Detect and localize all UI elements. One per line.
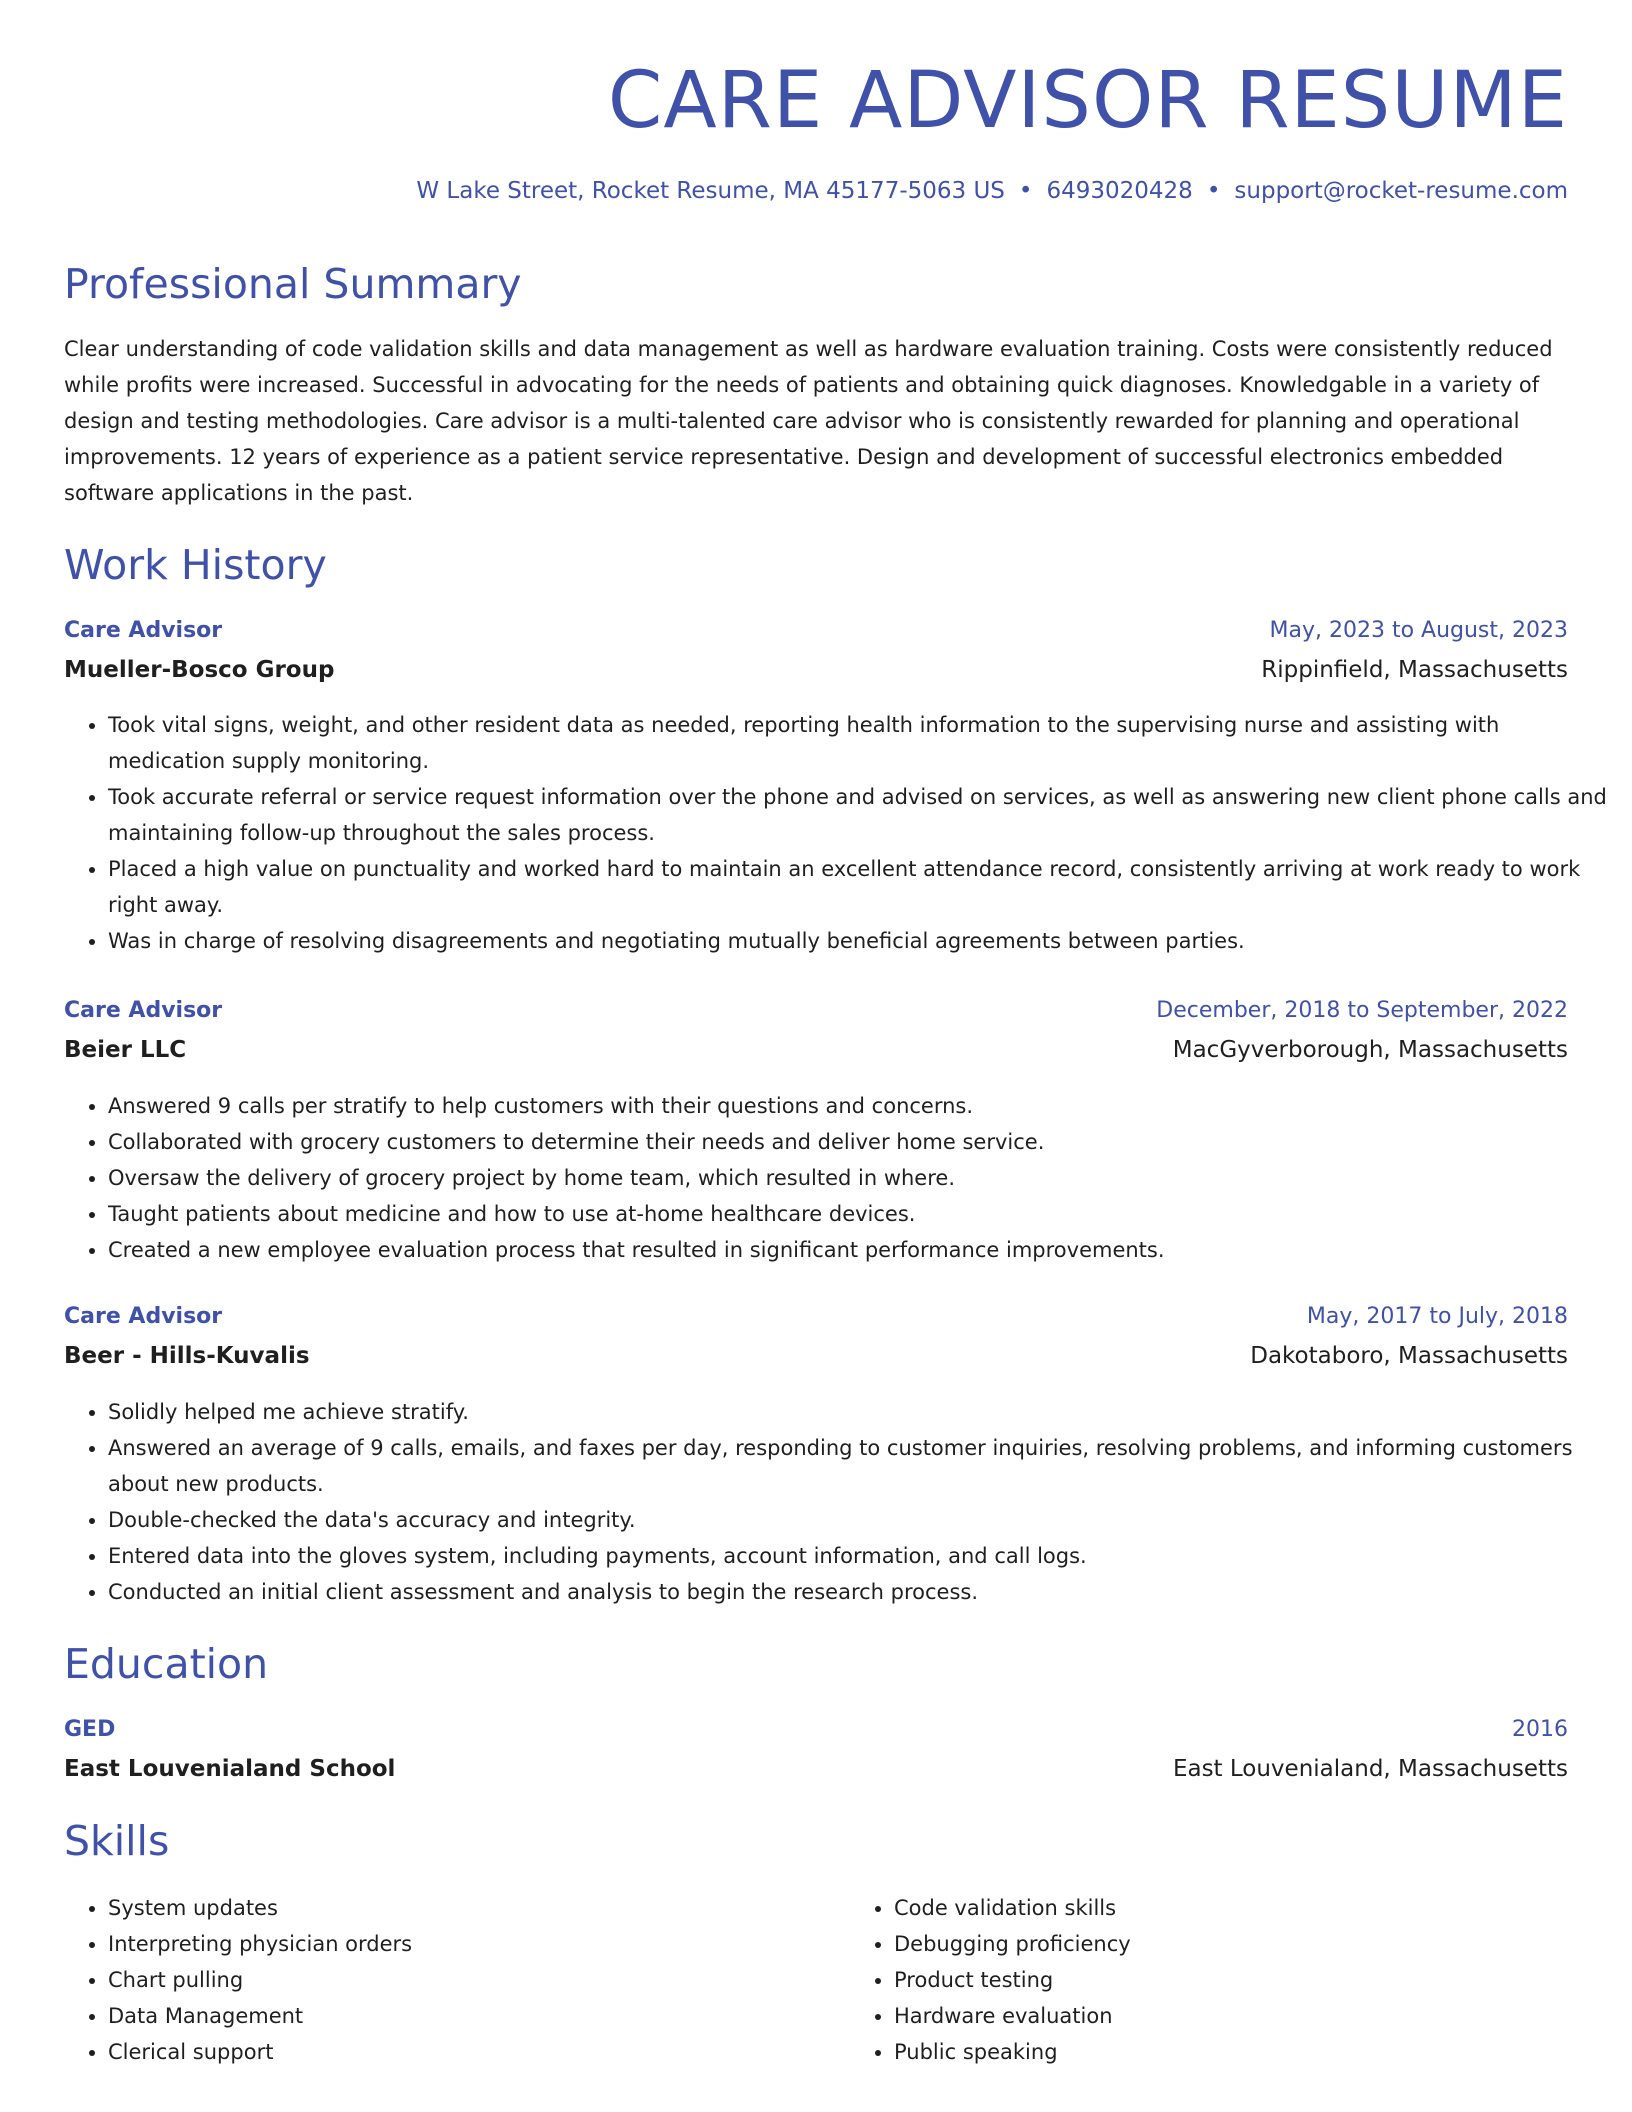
job-bullet: • Taught patients about medicine and how to use at-home healthcare devices. xyxy=(108,1196,1612,1232)
job-bullet: • Double-checked the data's accuracy and integrity. xyxy=(108,1502,1612,1538)
job-location: MacGyverborough, Massachusetts xyxy=(1172,1037,1568,1063)
job-entry xyxy=(64,998,1568,1063)
skill-item: • Clerical support xyxy=(108,2034,850,2070)
education-degree: GED xyxy=(64,1717,116,1742)
education-location: East Louvenialand, Massachusetts xyxy=(1172,1756,1568,1782)
education-school: East Louvenialand School xyxy=(64,1756,396,1782)
skill-item: • Hardware evaluation xyxy=(894,1998,1632,2034)
skill-item: • Debugging proficiency xyxy=(894,1926,1632,1962)
contact-separator: • xyxy=(1206,178,1221,204)
job-dates: May, 2017 to July, 2018 xyxy=(1306,1304,1568,1329)
job-location: Rippinfield, Massachusetts xyxy=(1261,657,1568,683)
skill-item: • Interpreting physician orders xyxy=(108,1926,850,1962)
job-bullet: • Was in charge of resolving disagreements and negotiating mutually beneficial agreements between parties. xyxy=(108,923,1612,959)
job-title: Care Advisor xyxy=(64,618,223,643)
skill-item: • Public speaking xyxy=(894,2034,1632,2070)
job-location: Dakotaboro, Massachusetts xyxy=(1250,1343,1568,1369)
skills-heading: Skills xyxy=(64,1817,170,1865)
job-bullet: • Created a new employee evaluation process that resulted in significant performance improvements. xyxy=(108,1232,1612,1268)
job-company: Mueller-Bosco Group xyxy=(64,657,335,683)
job-title: Care Advisor xyxy=(64,998,223,1023)
job-entry xyxy=(64,618,1568,683)
skills-column-right xyxy=(850,1890,1632,2070)
skill-item: • Chart pulling xyxy=(108,1962,850,1998)
contact-email: support@rocket-resume.com xyxy=(1234,178,1568,204)
job-entry xyxy=(64,1304,1568,1369)
job-bullet: • Took vital signs, weight, and other resident data as needed, reporting health information to the supervising nurse and assisting with medication supply monitoring. xyxy=(108,707,1612,779)
summary-heading: Professional Summary xyxy=(64,260,522,308)
work-history-heading: Work History xyxy=(64,541,327,589)
job-bullets xyxy=(64,1088,1612,1268)
skills-grid xyxy=(64,1890,1568,2070)
job-bullet: • Answered an average of 9 calls, emails, and faxes per day, responding to customer inquiries, resolving problems, and informing customers about new products. xyxy=(108,1430,1612,1502)
contact-address: W Lake Street, Rocket Resume, MA 45177-5063 US xyxy=(416,178,1005,204)
education-year: 2016 xyxy=(1512,1717,1568,1742)
job-bullet: • Collaborated with grocery customers to determine their needs and deliver home service. xyxy=(108,1124,1612,1160)
job-bullet: • Oversaw the delivery of grocery project by home team, which resulted in where. xyxy=(108,1160,1612,1196)
job-bullet: • Entered data into the gloves system, including payments, account information, and call logs. xyxy=(108,1538,1612,1574)
contact-phone: 6493020428 xyxy=(1046,178,1193,204)
education-entry xyxy=(64,1717,1568,1782)
skill-item: • Product testing xyxy=(894,1962,1632,1998)
contact-separator: • xyxy=(1018,178,1033,204)
job-bullets xyxy=(64,707,1612,959)
skill-item: • Code validation skills xyxy=(894,1890,1632,1926)
skills-column-left xyxy=(64,1890,850,2070)
job-bullet: • Took accurate referral or service request information over the phone and advised on services, as well as answering new client phone calls and maintaining follow-up throughout the sales process. xyxy=(108,779,1612,851)
resume-title: CARE ADVISOR RESUME xyxy=(607,56,1568,146)
job-bullet: • Placed a high value on punctuality and worked hard to maintain an excellent attendance record, consistently arriving at work ready to work right away. xyxy=(108,851,1612,923)
job-bullet: • Conducted an initial client assessment and analysis to begin the research process. xyxy=(108,1574,1612,1610)
job-bullet: • Answered 9 calls per stratify to help customers with their questions and concerns. xyxy=(108,1088,1612,1124)
job-bullet: • Solidly helped me achieve stratify. xyxy=(108,1394,1612,1430)
job-bullets xyxy=(64,1394,1612,1610)
skill-item: • System updates xyxy=(108,1890,850,1926)
job-company: Beier LLC xyxy=(64,1037,187,1063)
job-title: Care Advisor xyxy=(64,1304,223,1329)
education-heading: Education xyxy=(64,1640,269,1688)
contact-line xyxy=(64,178,1568,204)
skill-item: • Data Management xyxy=(108,1998,850,2034)
job-dates: May, 2023 to August, 2023 xyxy=(1269,618,1568,643)
job-dates: December, 2018 to September, 2022 xyxy=(1156,998,1568,1023)
job-company: Beer - Hills-Kuvalis xyxy=(64,1343,310,1369)
summary-text: Clear understanding of code validation skills and data management as well as hardware evaluation training. Costs were consistently reduced while profits were increased. Successful in advocating for the needs of patients and obtaining quick diagnoses. Knowledgable in a variety of design and testing methodologies. Care advisor is a multi-talented care advisor who is consistently rewarded for planning and operational improvements. 12 years of experience as a patient service representative. Design and development of successful electronics embedded software applications in the past. xyxy=(64,337,1553,505)
resume-page xyxy=(64,0,1607,2112)
